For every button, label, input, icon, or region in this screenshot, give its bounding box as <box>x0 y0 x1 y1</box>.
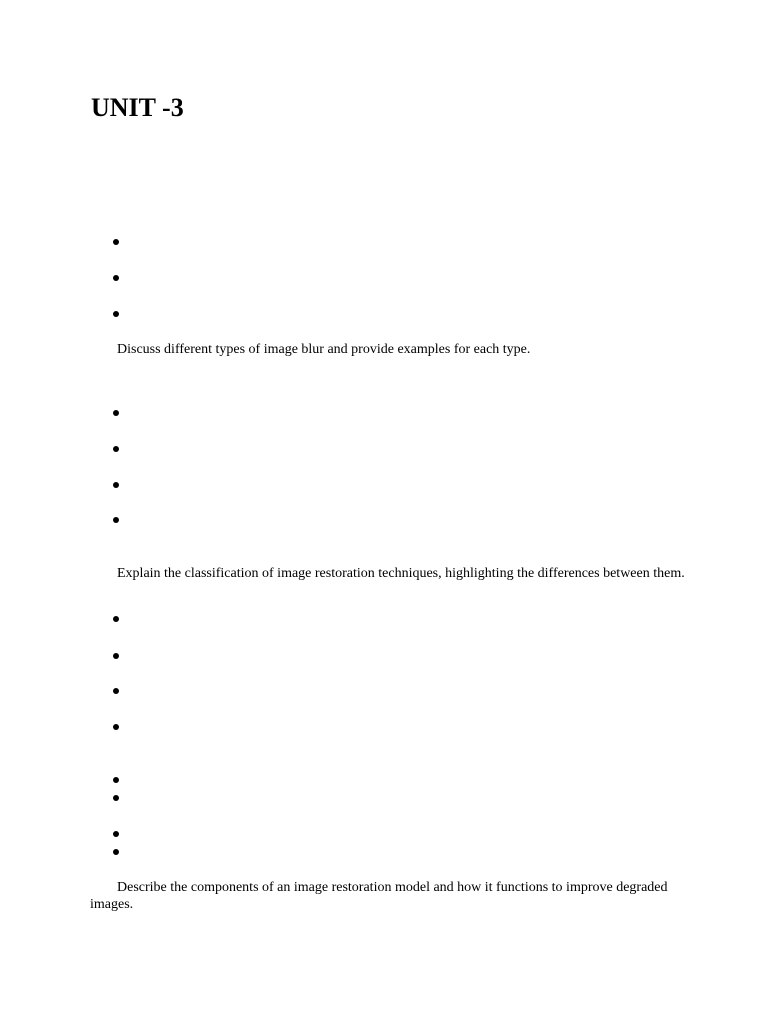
bullet-marker <box>113 410 119 416</box>
bullet-marker <box>113 311 119 317</box>
bullet-marker <box>113 777 119 783</box>
bullet-marker <box>113 724 119 730</box>
question-3: Describe the components of an image restoration model and how it functions to improve degraded images. <box>90 880 668 912</box>
bullet-marker <box>113 688 119 694</box>
unit-title: UNIT -3 <box>91 93 184 122</box>
question-1: Discuss different types of image blur and provide examples for each type. <box>117 342 531 357</box>
bullet-marker <box>113 795 119 801</box>
bullet-marker <box>113 446 119 452</box>
bullet-marker <box>113 831 119 837</box>
question-2: Explain the classification of image restoration techniques, highlighting the differences between them. <box>117 566 685 581</box>
bullet-marker <box>113 275 119 281</box>
bullet-marker <box>113 849 119 855</box>
bullet-marker <box>113 653 119 659</box>
bullet-marker <box>113 616 119 622</box>
bullet-marker <box>113 482 119 488</box>
bullet-marker <box>113 517 119 523</box>
bullet-marker <box>113 239 119 245</box>
